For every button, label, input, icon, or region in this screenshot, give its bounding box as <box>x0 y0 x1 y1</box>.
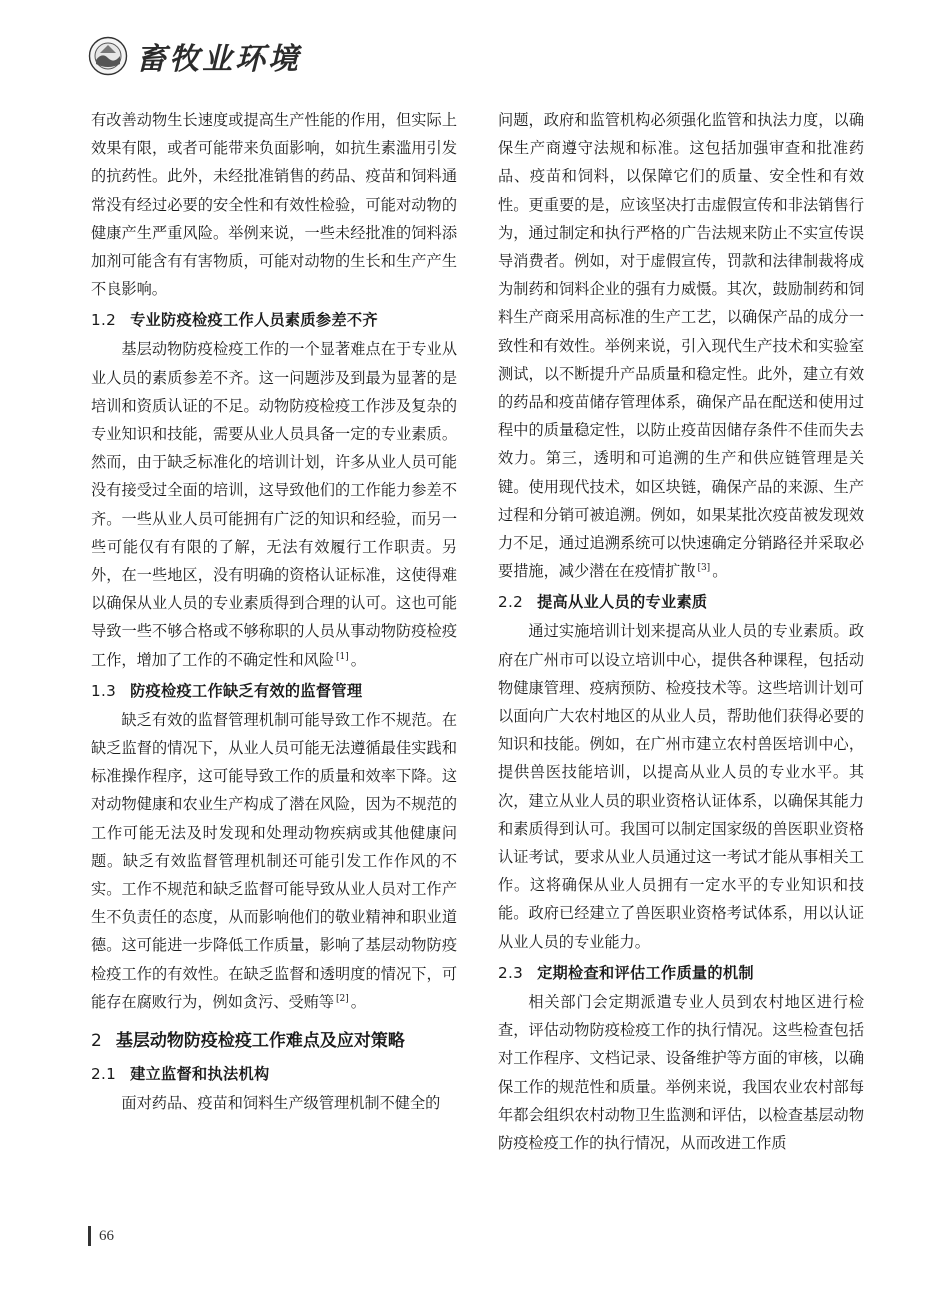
section-title: 基层动物防疫检疫工作难点及应对策略 <box>115 1031 405 1052</box>
section-title: 定期检查和评估工作质量的机制 <box>537 963 754 982</box>
section-number: 1.3 <box>91 681 117 700</box>
section-heading-1-2 <box>91 306 457 334</box>
section-heading-2-3 <box>498 959 864 987</box>
footer-divider <box>88 1226 91 1246</box>
citation-ref: [3] <box>697 563 711 574</box>
paragraph-text: 基层动物防疫检疫工作的一个显著难点在于专业从业人员的素质参差不齐。这一问题涉及到最为显著的是培训和资质认证的不足。动物防疫检疫工作涉及复杂的专业知识和技能，需要从业人员具备一定的专业素质。然而，由于缺乏标准化的培训计划，许多从业人员可能没有接受过全面的培训，这导致他们的工作能力参差不齐。一些从业人员可能拥有广泛的知识和经验，而另一些可能仅有有限的了解，无法有效履行工作职责。另外，在一些地区，没有明确的资格认证标准，这使得难以确保从业人员的专业素质得到合理的认可。这也可能导致一些不够合格或不够称职的人员从事动物防疫检疫工作，增加了工作的不确定性和风险 <box>91 340 457 669</box>
citation-ref: [1] <box>336 651 349 662</box>
paragraph <box>91 706 457 1016</box>
paragraph-text: 缺乏有效的监督管理机制可能导致工作不规范。在缺乏监督的情况下，从业人员可能无法遵循最佳实践和标准操作程序，这可能导致工作的质量和效率下降。这对动物健康和农业生产构成了潜在风险，因为不规范的工作可能无法及时发现和处理动物疾病或其他健康问题。缺乏有效监督管理机制还可能引发工作作风的不实。工作不规范和缺乏监督可能导致从业人员对工作产生不负责任的态度，从而影响他们的敬业精神和职业道德。这可能进一步降低工作质量，影响了基层动物防疫检疫工作的有效性。在缺乏监督和透明度的情况下，可能存在腐败行为，例如贪污、受贿等 <box>91 710 457 1011</box>
section-title: 提高从业人员的专业素质 <box>537 593 708 612</box>
section-heading-1-3 <box>91 677 457 705</box>
paragraph: 相关部门会定期派遣专业人员到农村地区进行检查，评估动物防疫检疫工作的执行情况。这些检查包括对工作程序、文档记录、设备维护等方面的审核，以确保工作的规范性和质量。举例来说，我国农业农村部每年都会组织农村动物卫生监测和评估，以检查基层动物防疫检疫工作的执行情况，从而改进工作质 <box>498 992 864 1152</box>
section-heading-2 <box>91 1026 457 1056</box>
paragraph <box>498 106 864 585</box>
section-heading-2-1 <box>91 1060 457 1088</box>
right-column <box>498 106 864 1157</box>
page-number: 66 <box>99 1227 114 1244</box>
paragraph-end: 。 <box>350 992 366 1011</box>
paragraph: 有改善动物生长速度或提高生产性能的作用，但实际上效果有限，或者可能带来负面影响，如抗生素滥用引发的抗药性。此外，未经批准销售的药品、疫苗和饲料通常没有经过必要的安全性和有效性检验，可能对动物的健康产生严重风险。举例来说，一些未经批准的饲料添加剂可能含有有害物质，可能对动物的生长和生产产生不良影响。 <box>91 111 457 299</box>
journal-title: 畜牧业环境 <box>136 42 301 77</box>
page-footer <box>88 1226 114 1246</box>
section-number: 1.2 <box>91 311 117 330</box>
section-number: 2.2 <box>498 593 524 612</box>
section-title: 专业防疫检疫工作人员素质参差不齐 <box>130 311 378 330</box>
journal-header <box>88 30 301 82</box>
section-number: 2.3 <box>498 963 524 982</box>
paragraph <box>91 335 457 673</box>
journal-logo-icon <box>88 36 128 76</box>
section-heading-2-2 <box>498 588 864 616</box>
section-number: 2 <box>91 1031 102 1052</box>
paragraph-end: 。 <box>712 562 728 581</box>
section-title: 防疫检疫工作缺乏有效的监督管理 <box>130 681 363 700</box>
paragraph-end: 。 <box>350 650 366 669</box>
left-column <box>91 106 457 1117</box>
paragraph: 通过实施培训计划来提高从业人员的专业素质。政府在广州市可以设立培训中心，提供各种课程，包括动物健康管理、疫病预防、检疫技术等。这些培训计划可以面向广大农村地区的从业人员，帮助他们获得必要的知识和技能。例如，在广州市建立农村兽医培训中心，提供兽医技能培训，以提高从业人员的专业水平。其次，建立从业人员的职业资格认证体系，以确保其能力和素质得到认可。我国可以制定国家级的兽医职业资格认证考试，要求从业人员通过这一考试才能从事相关工作。这将确保从业人员拥有一定水平的专业知识和技能。政府已经建立了兽医职业资格考试体系，用以认证从业人员的专业能力。 <box>498 622 864 951</box>
section-number: 2.1 <box>91 1065 117 1084</box>
paragraph-text: 问题，政府和监管机构必须强化监管和执法力度，以确保生产商遵守法规和标准。这包括加强审查和批准药品、疫苗和饲料，以保障它们的质量、安全性和有效性。更重要的是，应该坚决打击虚假宣传和非法销售行为，通过制定和执行严格的广告法规来防止不实宣传误导消费者。例如，对于虚假宣传，罚款和法律制裁将成为制药和饲料企业的强有力威慑。其次，鼓励制药和饲料生产商采用高标准的生产工艺，以确保产品的成分一致性和有效性。举例来说，引入现代生产技术和实验室测试，以不断提升产品质量和稳定性。此外，建立有效的药品和疫苗储存管理体系，确保产品在配送和使用过程中的质量稳定性，以防止疫苗因储存条件不佳而失去效力。第三，透明和可追溯的生产和供应链管理是关键。使用现代技术，如区块链，确保产品的来源、生产过程和分销可被追溯。例如，如果某批次疫苗被发现效力不足，通过追溯系统可以快速确定分销路径并采取必要措施，减少潜在在疫情扩散 <box>498 111 864 581</box>
citation-ref: [2] <box>336 993 349 1004</box>
paragraph: 面对药品、疫苗和饲料生产级管理机制不健全的 <box>121 1094 441 1113</box>
section-title: 建立监督和执法机构 <box>130 1065 270 1084</box>
